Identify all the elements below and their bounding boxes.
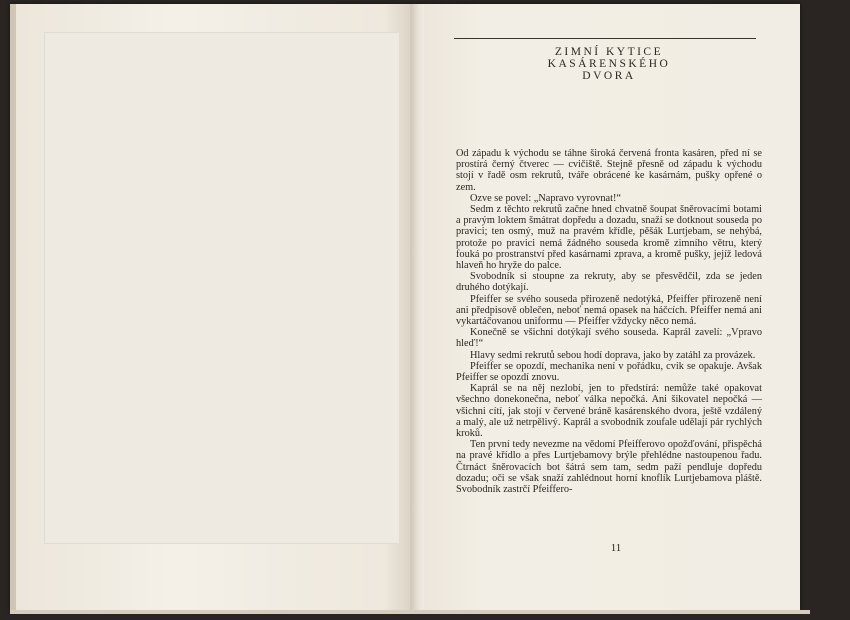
paragraph: Konečně se všichni dotýkají svého souseda. Kaprál zavelí: „Vpravo hleď!“ [456, 327, 762, 350]
paragraph: Ozve se povel: „Napravo vyrovnat!“ [470, 192, 621, 204]
page-edge [10, 610, 810, 614]
paragraph: Kaprál se na něj nezlobí, jen to předstírá: nemůže také opakovat všechno donekonečna, neboť válka nepočká. Ani šikovatel nepočká — všichni cítí, jak stojí v červené bráně kasárenského dvora, ještě vzdálený a malý, ale už netrpělivý. Kaprál a svobodník zoufale udělají pár rychlých kroků. [456, 383, 762, 440]
paragraph: Hlavy sedmi rekrutů sebou hodí doprava, jako by zatáhl za provázek. [470, 349, 756, 361]
paragraph: Pfeiffer se opozdí, mechanika není v pořádku, cvik se opakuje. Avšak Pfeiffer se opozdí znovu. [456, 360, 762, 384]
paragraph: Od západu k východu se táhne široká červená fronta kasáren, před ní se prostírá černý čtverec — cvičiště. Stejně přesně od západu k východu stojí v řadě osm rekrutů, tváře obrácené ke kasárnám, pušky opřené o zem. [456, 148, 762, 193]
book-spread [10, 4, 800, 610]
book-gutter [410, 4, 424, 610]
chapter-title [484, 46, 734, 82]
paragraph: Svobodník si stoupne za rekruty, aby se přesvědčil, zda se jeden druhého dotýkají. [456, 271, 762, 294]
chapter-title-line: DVORA [582, 70, 636, 82]
paragraph: Pfeiffer se svého souseda přirozeně nedotýká, Pfeiffer přirozeně není ani předpisově oblečen, neboť nemá opasek na háčcích. Pfeiffer nemá ani vykartáčovanou uniformu — Pfeiffer vždycky něco nemá. [456, 293, 762, 328]
left-page [10, 4, 416, 610]
chapter-body [456, 148, 762, 495]
chapter-title-line: KASÁRENSKÉHO [547, 58, 671, 70]
chapter-title-line: ZIMNÍ KYTICE [554, 46, 664, 58]
paragraph: Ten první tedy nevezme na vědomí Pfeifferovo opožďování, přispěchá na pravé křídlo a přes Lurtjebamovy brýle přehlédne nastoupenou řadu. Čtrnáct šněrovacích bot šátrá sem tam, sedm paží pendluje dopředu dozadu; oči se však snaží zahlédnout horní knoflík Lurtjebamova pláště. Svobodník zastrčí Pfeiffero- [456, 439, 762, 496]
page-number: 11 [610, 542, 622, 554]
right-page [424, 4, 800, 610]
paragraph: Sedm z těchto rekrutů začne hned chvatně šoupat šněrovacími botami a pravým loktem šmátrat dopředu a dozadu, snaží se dotknout souseda po pravici; ten osmý, muž na pravém křídle, pěšák Lurtjebam, se nehýbá, protože po pravici nemá žádného souseda kromě zimního větru, který fouká po prostranství před kasárnami zprava, a kromě pušky, jejíž ledová hlaveň ho hryže do palce. [456, 204, 762, 272]
title-rule [454, 38, 756, 39]
left-page-blank-area [44, 32, 400, 544]
